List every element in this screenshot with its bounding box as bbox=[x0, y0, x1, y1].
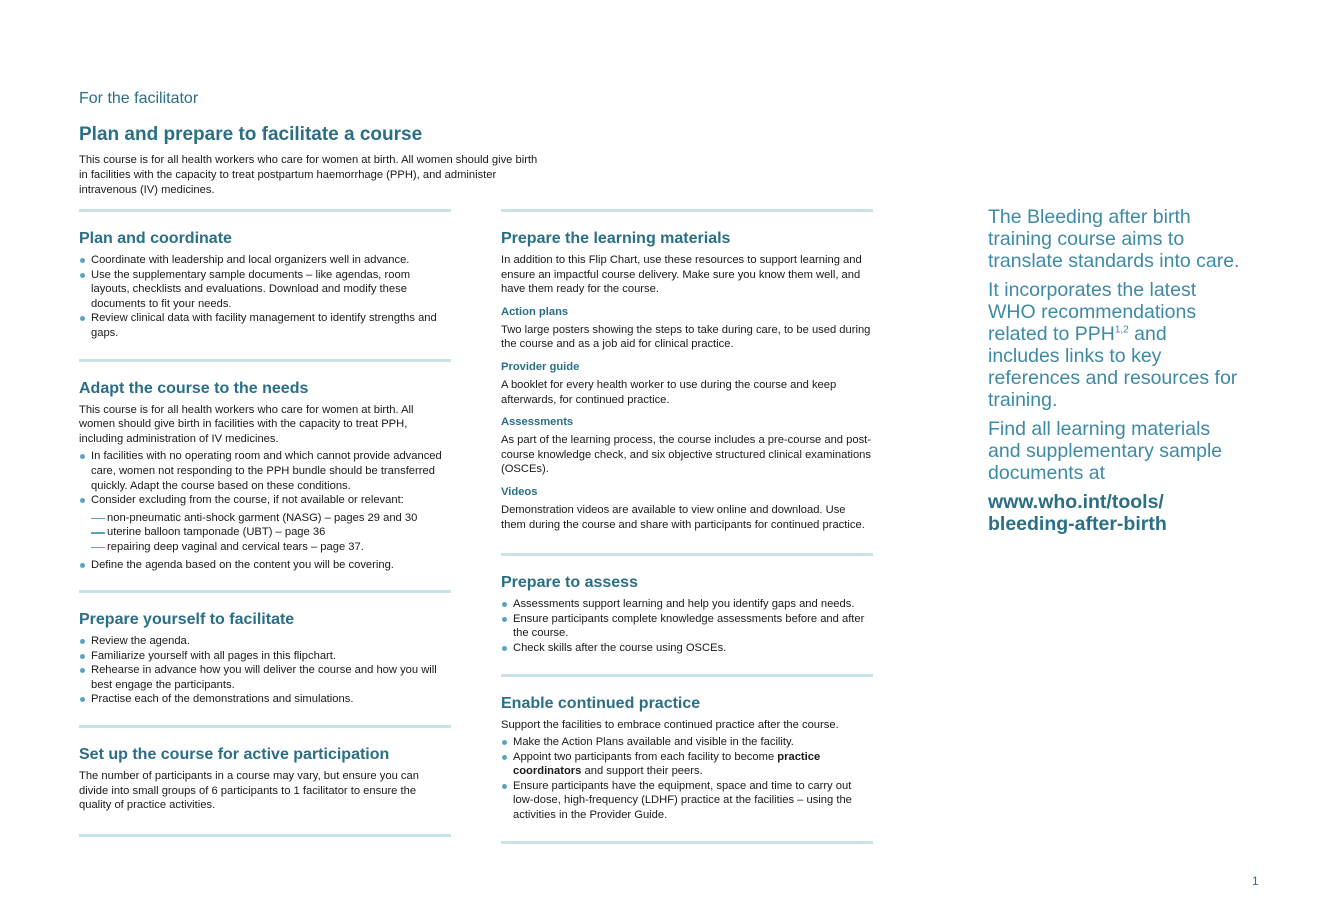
divider bbox=[79, 834, 451, 837]
list-item: Review clinical data with facility management to identify strengths and gaps. bbox=[79, 311, 451, 340]
section-intro: In addition to this Flip Chart, use these resources to support learning and ensure an impactful course delivery. Make sure you know them well, and have them ready for the course. bbox=[501, 254, 862, 296]
callout-text: and includes links to key references and resources for training. bbox=[988, 323, 1238, 411]
section-heading: Adapt the course to the needs bbox=[79, 379, 309, 397]
section-continued bbox=[501, 677, 873, 841]
section-plan bbox=[79, 212, 451, 359]
subheading: Provider guide bbox=[501, 360, 580, 373]
list-item-text: Appoint two participants from each facility to become bbox=[513, 750, 778, 763]
section-setup bbox=[79, 728, 451, 834]
list-item: In facilities with no operating room and which cannot provide advanced care, women not responding to the PPH bundle should be transferred quickly. Adapt the course based on these conditions. bbox=[79, 449, 451, 493]
list-item: Review the agenda. bbox=[79, 634, 451, 649]
list-item: Assessments support learning and help you identify gaps and needs. bbox=[501, 597, 873, 612]
dash-item: uterine balloon tamponade (UBT) – page 36 bbox=[79, 525, 451, 540]
callout-paragraph: The Bleeding after birth training course aims to translate standards into care. bbox=[988, 206, 1240, 272]
list-item: Consider excluding from the course, if not available or relevant: bbox=[79, 493, 451, 508]
dash-item: non-pneumatic anti-shock garment (NASG) – pages 29 and 30 bbox=[79, 511, 451, 526]
intro-paragraph: This course is for all health workers who care for women at birth. All women should give birth in facilities with the capacity to treat postpartum haemorrhage (PPH), and administer intravenous (IV) medicines. bbox=[79, 154, 538, 196]
bullet-list bbox=[79, 449, 451, 507]
section-materials bbox=[501, 212, 873, 553]
section-eyebrow: For the facilitator bbox=[79, 90, 199, 107]
bullet-list bbox=[79, 253, 451, 341]
section-heading: Plan and coordinate bbox=[79, 230, 232, 247]
resource-link[interactable]: www.who.int/tools/ bleeding-after-birth bbox=[988, 491, 1167, 535]
section-heading: Prepare to assess bbox=[501, 574, 638, 592]
divider bbox=[501, 841, 873, 844]
subheading: Videos bbox=[501, 485, 538, 498]
list-item-text: and support their peers. bbox=[581, 765, 703, 778]
bullet-list bbox=[501, 735, 873, 823]
list-item: Familiarize yourself with all pages in this flipchart. bbox=[79, 649, 451, 664]
callout-text: It incorporates the latest WHO recommendations related to PPH bbox=[988, 279, 1197, 345]
list-item: Check skills after the course using OSCEs. bbox=[501, 641, 873, 656]
subheading: Assessments bbox=[501, 416, 574, 429]
list-item: Ensure participants complete knowledge assessments before and after the course. bbox=[501, 612, 873, 641]
list-item: Define the agenda based on the content you will be covering. bbox=[79, 558, 451, 573]
section-text: The number of participants in a course may vary, but ensure you can divide into small groups of 6 participants to 1 facilitator to ensure the quality of practice activities. bbox=[79, 770, 419, 812]
left-column bbox=[79, 209, 451, 837]
reference-superscript: 1,2 bbox=[1114, 324, 1129, 336]
subsection-text: Two large posters showing the steps to take during care, to be used during the course and as a job aid for clinical practice. bbox=[501, 323, 871, 351]
callout-paragraph bbox=[988, 279, 1243, 411]
subsection-text: As part of the learning process, the course includes a pre-course and post-course knowledge check, and six objective structured clinical examinations (OSCEs). bbox=[501, 434, 872, 476]
emphasis-text: practice coordinators bbox=[513, 750, 821, 778]
bullet-list bbox=[79, 634, 451, 707]
dash-list bbox=[79, 511, 451, 555]
list-item: Rehearse in advance how you will deliver the course and how you will best engage the participants. bbox=[79, 663, 451, 692]
section-heading: Prepare yourself to facilitate bbox=[79, 611, 295, 629]
section-heading: Set up the course for active participation bbox=[79, 746, 390, 764]
dash-item: repairing deep vaginal and cervical tears – page 37. bbox=[79, 540, 451, 555]
section-prepare-self bbox=[79, 593, 451, 725]
section-heading: Prepare the learning materials bbox=[501, 230, 731, 247]
section-intro: Support the facilities to embrace continued practice after the course. bbox=[501, 718, 839, 731]
page-number: 1 bbox=[1252, 874, 1259, 888]
page-title: Plan and prepare to facilitate a course bbox=[79, 124, 423, 145]
section-assess bbox=[501, 556, 873, 673]
list-item: Coordinate with leadership and local organizers well in advance. bbox=[79, 253, 451, 268]
section-intro: This course is for all health workers who care for women at birth. All women should give birth in facilities with the capacity to treat PPH, including administration of IV medicines. bbox=[79, 403, 414, 445]
list-item bbox=[501, 750, 873, 779]
subheading: Action plans bbox=[501, 305, 569, 318]
callout-paragraph: Find all learning materials and supplementary sample documents at bbox=[988, 418, 1223, 484]
bullet-list bbox=[79, 558, 451, 573]
list-item: Ensure participants have the equipment, space and time to carry out low-dose, high-frequency (LDHF) practice at the facilities – using the activities in the Provider Guide. bbox=[501, 779, 873, 823]
list-item: Use the supplementary sample documents – like agendas, room layouts, checklists and evaluations. Download and modify these documents to fit your needs. bbox=[79, 268, 451, 312]
list-item: Make the Action Plans available and visible in the facility. bbox=[501, 735, 873, 750]
section-heading: Enable continued practice bbox=[501, 694, 701, 712]
list-item: Practise each of the demonstrations and simulations. bbox=[79, 692, 451, 707]
middle-column bbox=[501, 209, 873, 844]
section-adapt bbox=[79, 362, 451, 591]
subsection-text: A booklet for every health worker to use during the course and keep afterwards, for continued practice. bbox=[501, 378, 837, 406]
bullet-list bbox=[501, 597, 873, 655]
subsection-text: Demonstration videos are available to view online and download. Use them during the course and share with participants for continued practice. bbox=[501, 503, 865, 531]
sidebar-callout bbox=[988, 206, 1243, 542]
